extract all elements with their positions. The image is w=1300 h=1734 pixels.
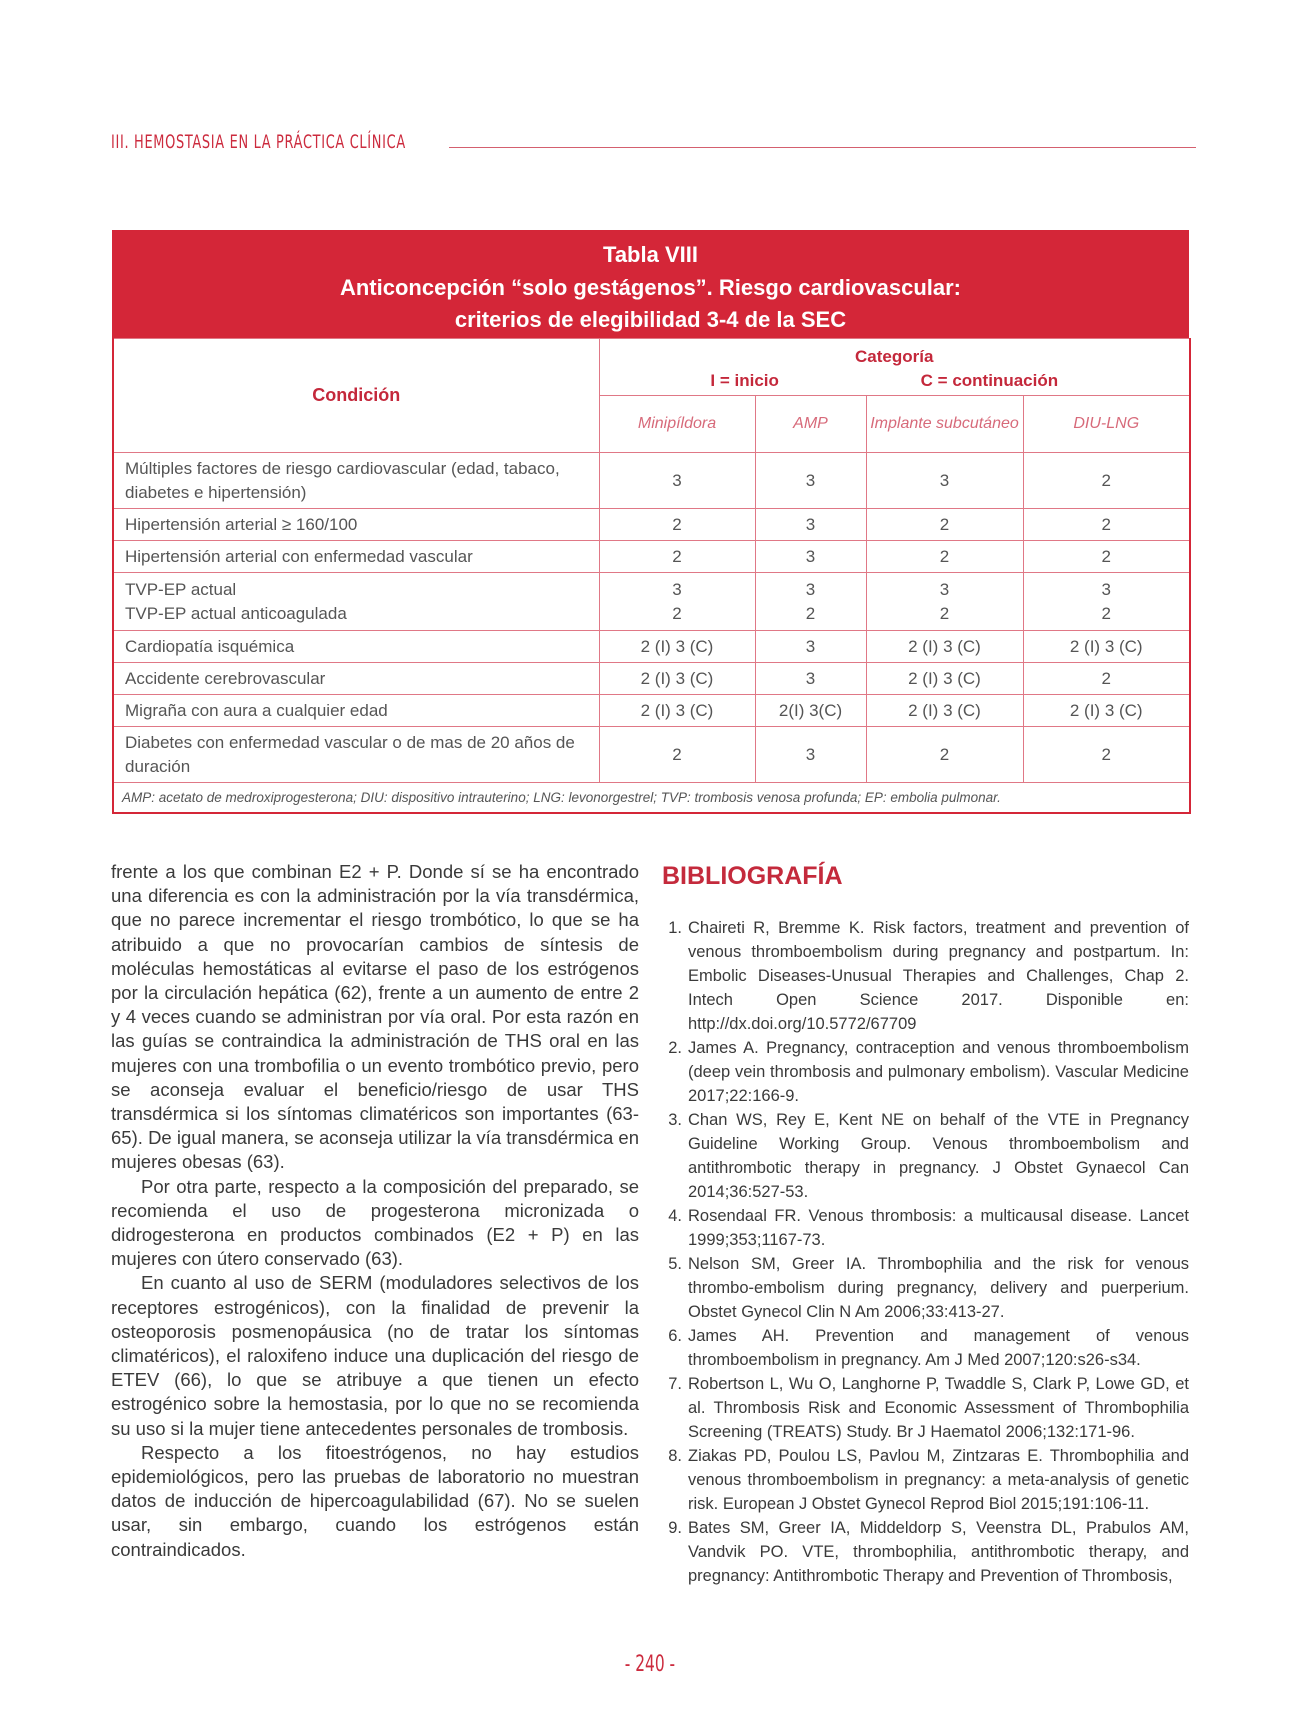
page-number — [0, 1652, 1300, 1677]
column-header-diu-lng: DIU-LNG — [1023, 396, 1190, 453]
cell-value: 2 (I) 3 (C) — [599, 663, 755, 695]
bib-text: Rosendaal FR. Venous thrombosis: a multicausal disease. Lancet 1999;353;1167-73. — [688, 1207, 1189, 1249]
table-label: Tabla VIII — [603, 242, 698, 267]
bibliography-section — [662, 860, 1189, 1588]
condition-header: Condición — [113, 339, 599, 453]
cell-value: 2 — [1023, 663, 1190, 695]
cell-value: 2 — [599, 509, 755, 541]
bib-number: 3. — [668, 1111, 682, 1129]
cell-value: 2 — [1023, 453, 1190, 509]
bib-number: 7. — [668, 1375, 682, 1393]
cell-value — [755, 573, 866, 631]
row-condition-line: TVP-EP actual — [125, 579, 237, 599]
cell-value: 2 — [599, 541, 755, 573]
bibliography-item — [662, 1252, 1189, 1324]
cell-value: 3 — [866, 453, 1023, 509]
cell-value: 3 — [755, 541, 866, 573]
table-row — [113, 573, 1190, 631]
bib-text: Chaireti R, Bremme K. Risk factors, treatment and prevention of venous thromboembolism during pregnancy and postpartum. In: Embolic Diseases-Unusual Therapies and Challenges, Chap 2. Intech Open Science 2017. Disponible en: http://dx.doi.org/10.5772/67709 — [688, 919, 1189, 1033]
cell-value: 2(I) 3(C) — [755, 695, 866, 727]
bibliography-item — [662, 1108, 1189, 1204]
bib-number: 1. — [668, 919, 682, 937]
cell-value: 2 — [866, 727, 1023, 783]
bibliography-list — [662, 916, 1189, 1588]
bibliography-item — [662, 1204, 1189, 1252]
table-row — [113, 663, 1190, 695]
cell-line: 2 — [805, 603, 816, 623]
bib-number: 5. — [668, 1255, 682, 1273]
cell-value: 3 — [755, 509, 866, 541]
row-condition — [113, 573, 599, 631]
cell-value: 2 (I) 3 (C) — [599, 631, 755, 663]
cell-value: 3 — [599, 453, 755, 509]
column-header-minipildora: Minipíldora — [599, 396, 755, 453]
cell-value — [1023, 573, 1190, 631]
page-number-text: - 240 - — [624, 1652, 676, 1677]
category-inicio: I = inicio — [710, 371, 779, 390]
cell-value: 2 — [1023, 509, 1190, 541]
cell-value: 2 (I) 3 (C) — [599, 695, 755, 727]
body-paragraph: frente a los que combinan E2 + P. Donde sí se ha encontrado una diferencia es con la administración por la vía transdérmica, que no parece incrementar el riesgo trombótico, lo que se ha atribuido a que no provocarían cambios de síntesis de moléculas hemostáticas al evitarse el paso de los estrógenos por la circulación hepática (62), frente a un aumento de entre 2 y 4 veces cuando se administran por vía oral. Por esta razón en las guías se contraindica la administración de THS oral en las mujeres con una trombofilia o un evento trombótico previo, pero se aconseja evaluar el beneficio/riesgo de usar THS transdérmica si los síntomas climatéricos son importantes (63-65). De igual manera, se aconseja utilizar la vía transdérmica en mujeres obesas (63). — [111, 861, 639, 1173]
table-grid — [112, 338, 1191, 814]
bibliography-item — [662, 1372, 1189, 1444]
cell-value: 2 (I) 3 (C) — [866, 695, 1023, 727]
body-paragraph: Respecto a los fitoestrógenos, no hay estudios epidemiológicos, pero las pruebas de laboratorio no muestran datos de inducción de hipercoagulabilidad (67). No se suelen usar, sin embargo, cuando los estrógenos están contraindicados. — [111, 1441, 639, 1560]
bibliography-item — [662, 916, 1189, 1036]
bib-text: Bates SM, Greer IA, Middeldorp S, Veenstra DL, Prabulos AM, Vandvik PO. VTE, thrombophilia, antithrombotic therapy, and pregnancy: Antithrombotic Therapy and Prevention of Thrombosis, — [688, 1519, 1189, 1585]
cell-line: 2 — [672, 603, 682, 623]
bib-number: 6. — [668, 1327, 682, 1345]
cell-value: 2 (I) 3 (C) — [866, 663, 1023, 695]
row-condition: Múltiples factores de riesgo cardiovascular (edad, tabaco, diabetes e hipertensión) — [113, 453, 599, 509]
category-continuacion: C = continuación — [920, 371, 1059, 390]
cell-value: 2 — [599, 727, 755, 783]
category-header — [599, 339, 1190, 396]
header-rule — [449, 147, 1196, 148]
table-row — [113, 541, 1190, 573]
bib-number: 4. — [668, 1207, 682, 1225]
row-condition-line: TVP-EP actual anticoagulada — [125, 603, 347, 623]
bib-text: Chan WS, Rey E, Kent NE on behalf of the VTE in Pregnancy Guideline Working Group. Venous thromboembolism and antithrombotic therapy in pregnancy. J Obstet Gynaecol Can 2014;36:527-53. — [688, 1111, 1189, 1201]
cell-value — [599, 573, 755, 631]
cell-value: 2 (I) 3 (C) — [1023, 695, 1190, 727]
row-condition: Cardiopatía isquémica — [113, 631, 599, 663]
bibliography-item — [662, 1036, 1189, 1108]
table-row — [113, 509, 1190, 541]
cell-value: 2 (I) 3 (C) — [1023, 631, 1190, 663]
bib-number: 2. — [668, 1039, 682, 1057]
table-footnote: AMP: acetato de medroxiprogesterona; DIU: dispositivo intrauterino; LNG: levonorgestrel; TVP: trombosis venosa profunda; EP: embolia pulmonar. — [113, 783, 1190, 813]
bib-number: 8. — [668, 1447, 682, 1465]
cell-line: 3 — [672, 579, 682, 599]
table-title-line1: Anticoncepción “solo gestágenos”. Riesgo cardiovascular: — [339, 275, 962, 300]
table-title-line2: criterios de elegibilidad 3-4 de la SEC — [454, 307, 847, 332]
cell-line: 3 — [939, 579, 950, 599]
cell-line: 2 — [939, 603, 950, 623]
cell-line: 3 — [805, 579, 816, 599]
cell-value: 3 — [755, 631, 866, 663]
table-row — [113, 453, 1190, 509]
bib-text: James AH. Prevention and management of venous thromboembolism in pregnancy. Am J Med 2007;120:s26-s34. — [688, 1327, 1189, 1369]
bib-text: Nelson SM, Greer IA. Thrombophilia and the risk for venous thrombo-embolism during pregnancy, delivery and puerperium. Obstet Gynecol Clin N Am 2006;33:413-27. — [688, 1255, 1189, 1321]
bib-number: 9. — [668, 1519, 682, 1537]
row-condition: Hipertensión arterial ≥ 160/100 — [113, 509, 599, 541]
row-condition: Hipertensión arterial con enfermedad vascular — [113, 541, 599, 573]
category-title: Categoría — [855, 347, 934, 366]
cell-value: 3 — [755, 663, 866, 695]
cell-value: 2 — [1023, 727, 1190, 783]
body-paragraph: Por otra parte, respecto a la composición del preparado, se recomienda el uso de progesterona micronizada o didrogesterona en productos combinados (E2 + P) en las mujeres con útero conservado (63). — [111, 1175, 639, 1270]
row-condition: Accidente cerebrovascular — [113, 663, 599, 695]
bibliography-item — [662, 1444, 1189, 1516]
running-header — [111, 118, 1196, 152]
column-header-amp: AMP — [755, 396, 866, 453]
table-row — [113, 631, 1190, 663]
row-condition: Migraña con aura a cualquier edad — [113, 695, 599, 727]
bib-text: Ziakas PD, Poulou LS, Pavlou M, Zintzaras E. Thrombophilia and venous thromboembolism in pregnancy: a meta-analysis of genetic risk. European J Obstet Gynecol Reprod Biol 2015;191:106-11. — [688, 1447, 1189, 1513]
cell-value: 2 — [866, 509, 1023, 541]
bibliography-title: BIBLIOGRAFÍA — [662, 862, 843, 890]
cell-line: 3 — [1101, 579, 1111, 599]
cell-value: 3 — [755, 727, 866, 783]
chapter-title: III. HEMOSTASIA EN LA PRÁCTICA CLÍNICA — [111, 131, 406, 153]
row-condition: Diabetes con enfermedad vascular o de mas de 20 años de duración — [113, 727, 599, 783]
bibliography-item — [662, 1516, 1189, 1588]
cell-value: 2 — [866, 541, 1023, 573]
table-banner — [112, 230, 1189, 338]
bibliography-item — [662, 1324, 1189, 1372]
eligibility-table — [112, 230, 1189, 814]
body-paragraph: En cuanto al uso de SERM (moduladores selectivos de los receptores estrogénicos), con la finalidad de prevenir la osteoporosis posmenopáusica (no de tratar los síntomas climatéricos), el raloxifeno induce una duplicación del riesgo de ETEV (66), lo que se atribuye a que tienen un efecto estrogénico sobre la hemostasia, por lo que no se recomienda su uso si la mujer tiene antecedentes personales de trombosis. — [111, 1272, 639, 1439]
cell-line: 2 — [1101, 603, 1111, 623]
bib-text: James A. Pregnancy, contraception and venous thromboembolism (deep vein thrombosis and pulmonary embolism). Vascular Medicine 2017;22:166-9. — [688, 1039, 1189, 1105]
table-row — [113, 727, 1190, 783]
cell-value: 2 (I) 3 (C) — [866, 631, 1023, 663]
table-row — [113, 695, 1190, 727]
column-header-implante: Implante subcutáneo — [866, 396, 1023, 453]
body-text-column — [111, 860, 639, 1562]
cell-value — [866, 573, 1023, 631]
cell-value: 3 — [755, 453, 866, 509]
bib-text: Robertson L, Wu O, Langhorne P, Twaddle S, Clark P, Lowe GD, et al. Thrombosis Risk and Economic Assessment of Thrombophilia Screening (TREATS) Study. Br J Haematol 2006;132:171-96. — [688, 1375, 1189, 1441]
cell-value: 2 — [1023, 541, 1190, 573]
